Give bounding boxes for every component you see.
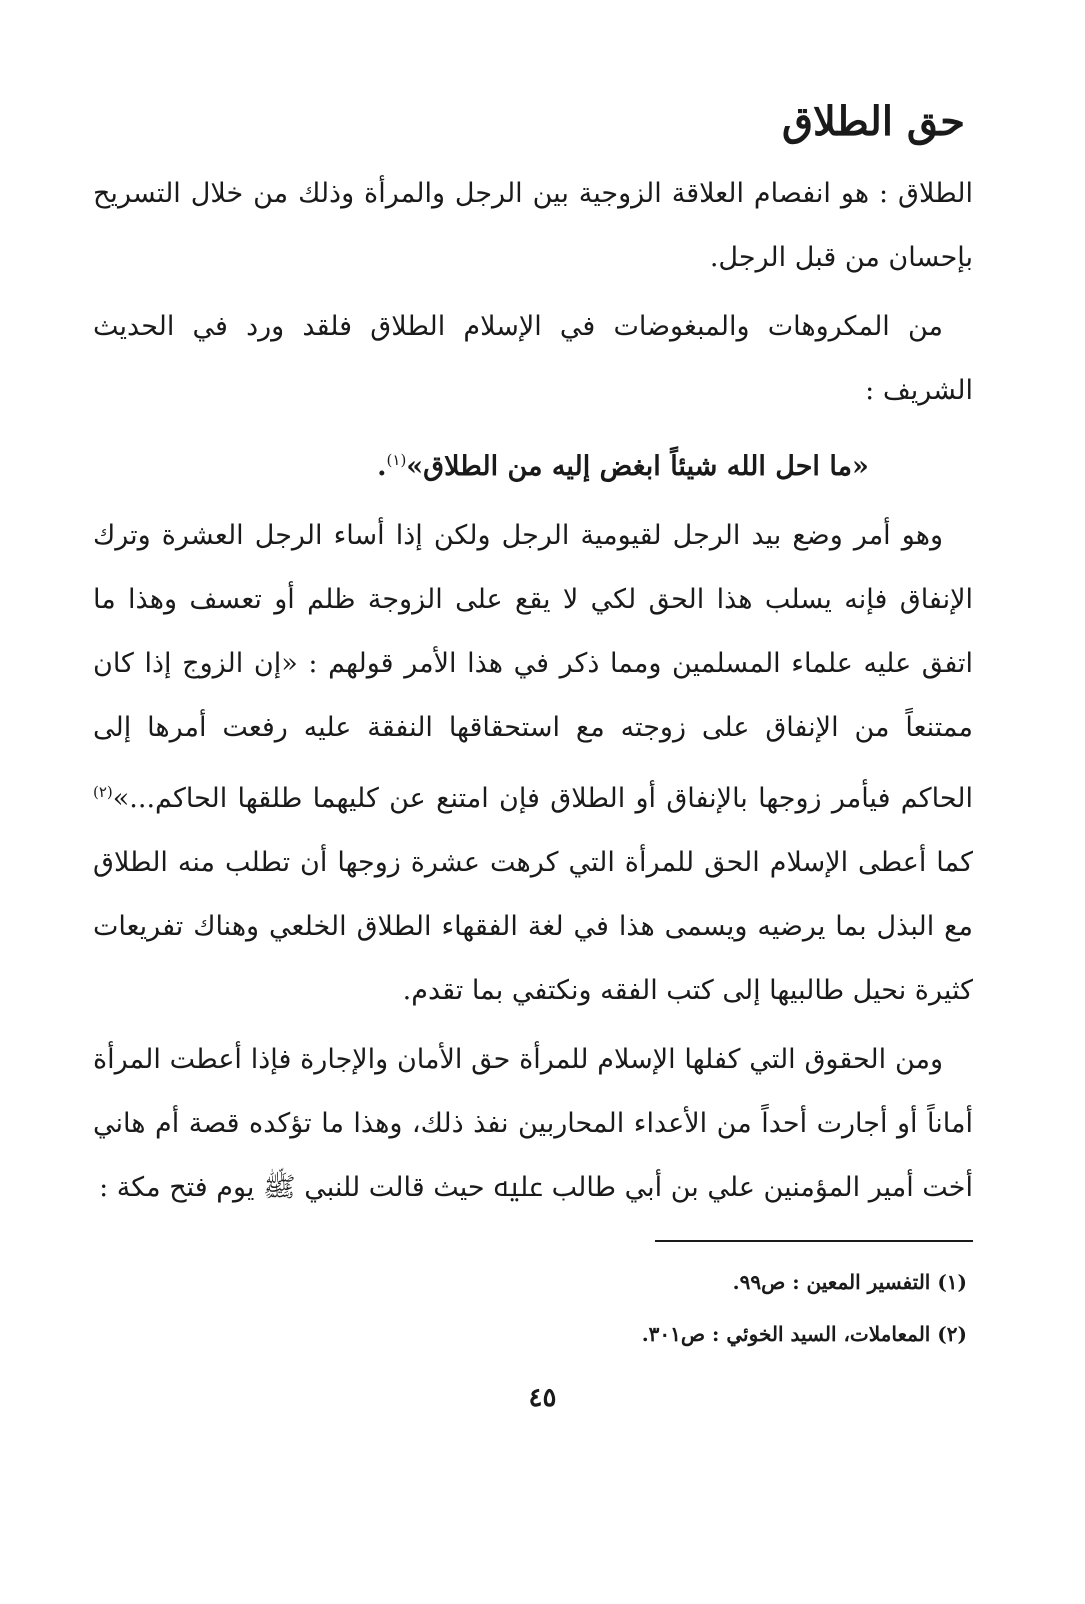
main-text xyxy=(93,162,973,1225)
paragraph-hadith-intro: من المكروهات والمبغوضات في الإسلام الطلاق فلقد ورد في الحديث الشريف : xyxy=(93,311,973,406)
hadith-end: . xyxy=(377,451,387,482)
page-title: حق الطلاق xyxy=(781,98,965,145)
footnotes xyxy=(107,1258,967,1362)
paragraph-husband-right-part1: وهو أمر وضع بيد الرجل لقيومية الرجل ولكن إذا أساء الرجل العشرة وترك الإنفاق فإنه يسلب هذا الحق لكي لا يقع على الزوجة ظلم أو تعسف وهذا ما اتفق عليه علماء المسلمين ومما ذكر في هذا الأمر قولهم : «إن الزوج إذا كان ممتنعاً من الإنفاق على زوجته مع استحقاقها النفقة عليه رفعت أمرها إلى الحاكم فيأمر زوجها بالإنفاق أو الطلاق فإن امتنع عن كليهما طلقها الحاكم...» xyxy=(93,520,973,814)
footnote-1: (١) التفسير المعين : ص٩٩. xyxy=(732,1270,967,1294)
hadith-quote xyxy=(93,428,973,499)
hadith-text: «ما احل الله شيئاً ابغض إليه من الطلاق» xyxy=(406,451,869,482)
paragraph-definition: الطلاق : هو انفصام العلاقة الزوجية بين الرجل والمرأة وذلك من خلال التسريح بإحسان من قبل الرجل. xyxy=(93,178,973,273)
paragraph-husband-right xyxy=(93,504,973,1023)
paragraph-husband-right-part2: كما أعطى الإسلام الحق للمرأة التي كرهت عشرة زوجها أن تطلب منه الطلاق مع البذل بما يرضيه ويسمى هذا في لغة الفقهاء الطلاق الخلعي وهناك تفريعات كثيرة نحيل طالبيها إلى كتب الفقه ونكتفي بما تقدم. xyxy=(93,847,973,1006)
paragraph-security-right: ومن الحقوق التي كفلها الإسلام للمرأة حق الأمان والإجارة فإذا أعطت المرأة أماناً أو أجارت أحداً من الأعداء المحاربين نفذ ذلك، وهذا ما تؤكده قصة أم هاني أخت أمير المؤمنين علي بن أبي طالب ﷷ حيث قالت للنبي ﷺ يوم فتح مكة : xyxy=(93,1044,973,1203)
footnote-ref-2: (٢) xyxy=(93,783,113,801)
footnote-divider xyxy=(655,1240,973,1242)
page-number: ٤٥ xyxy=(528,1383,557,1413)
footnote-2: (٢) المعاملات، السيد الخوئي : ص٣٠١. xyxy=(641,1322,967,1346)
footnote-ref-1: (١) xyxy=(386,451,407,469)
